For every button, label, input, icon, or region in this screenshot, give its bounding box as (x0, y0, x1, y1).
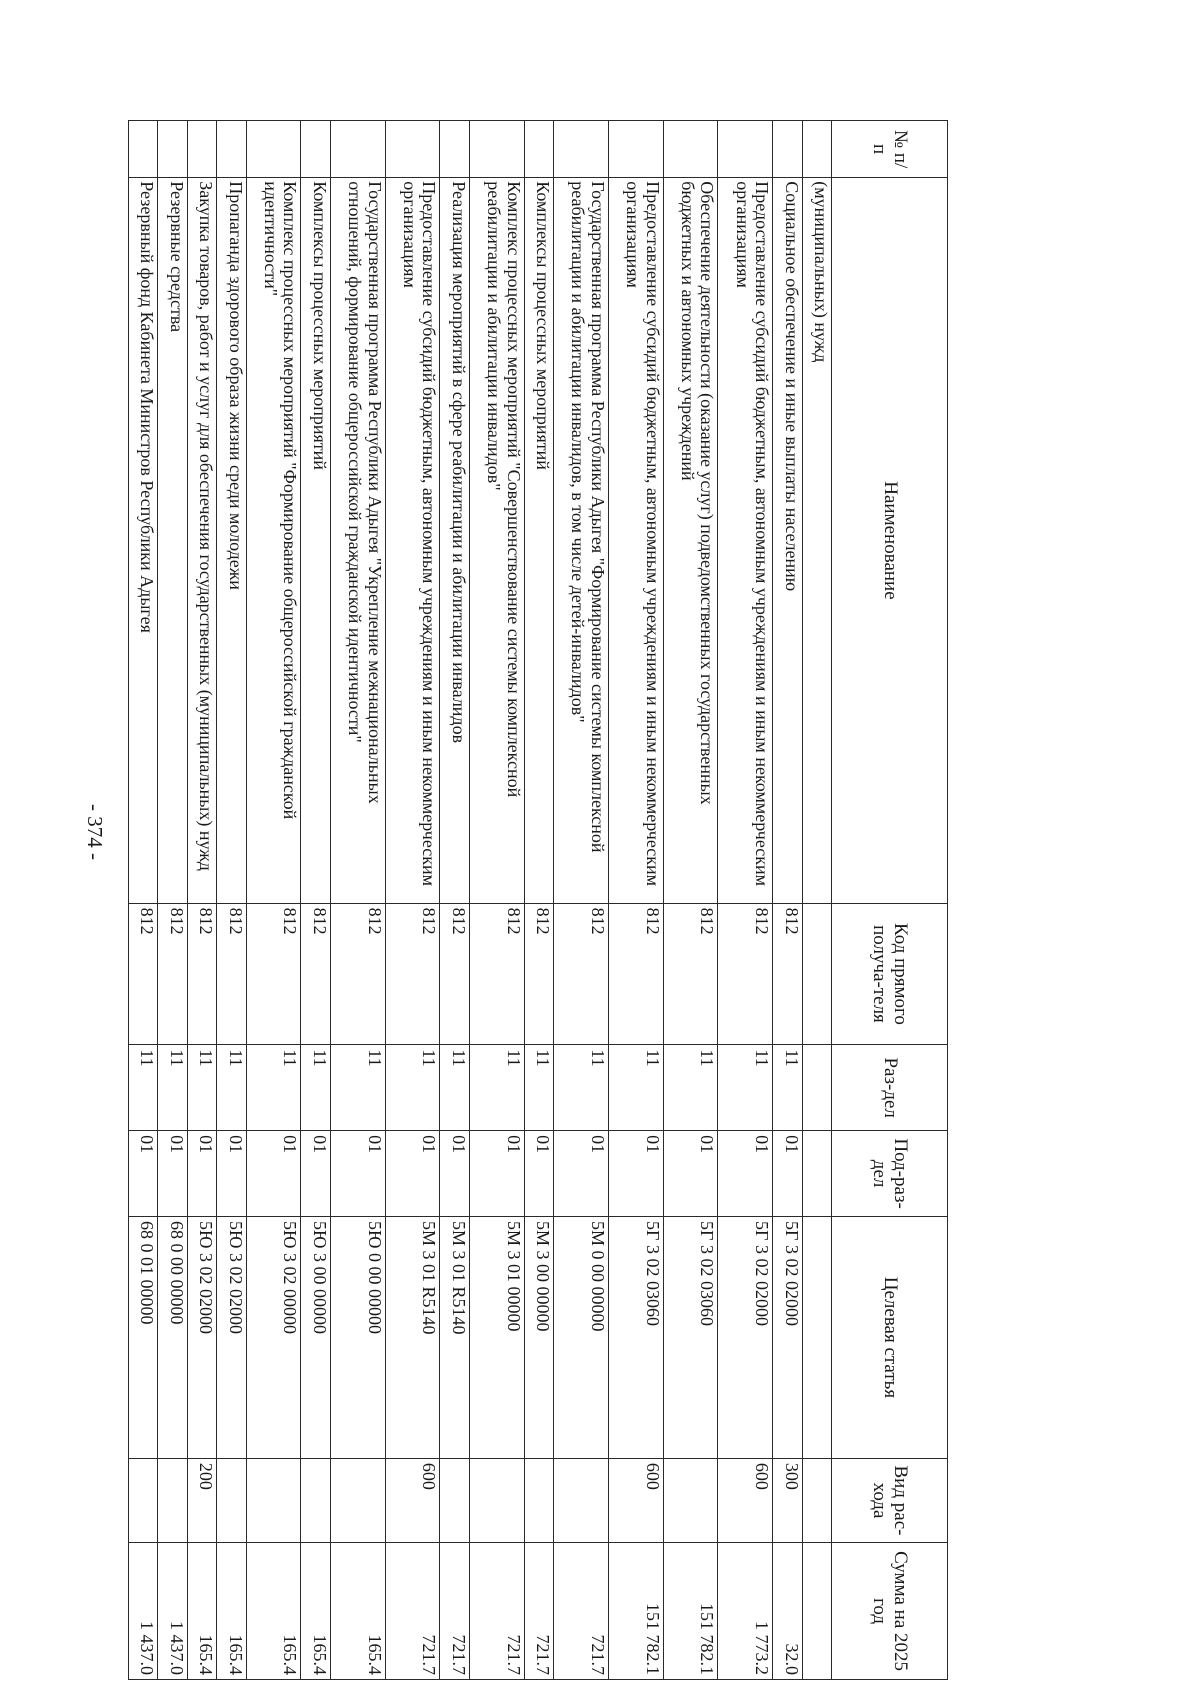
cell-podrazdel: 01 (385, 1131, 440, 1217)
cell-summa: 151 782.1 (608, 1543, 663, 1680)
table-row (524, 121, 553, 1680)
cell-podrazdel: 01 (718, 1131, 773, 1217)
header-razdel: Раз-дел (832, 1045, 948, 1131)
table-row (187, 121, 216, 1680)
cell-podrazdel: 01 (129, 1131, 159, 1217)
cell-num (663, 121, 718, 178)
cell-summa: 721.7 (524, 1543, 553, 1680)
table-row (773, 121, 802, 1680)
cell-razdel: 11 (469, 1045, 524, 1131)
cell-num (385, 121, 440, 178)
cell-razdel: 11 (129, 1045, 159, 1131)
cell-code: 812 (330, 903, 385, 1045)
table-row (469, 121, 524, 1680)
cell-celevaya: 5Ю 0 00 00000 (330, 1217, 385, 1459)
table-row (301, 121, 330, 1680)
table-row (158, 121, 187, 1680)
cell-summa: 1 773.2 (718, 1543, 773, 1680)
cell-name: Социальное обеспечение и иные выплаты населению (773, 178, 802, 903)
cell-name: Предоставление субсидий бюджетным, автономным учреждениям и иным некоммерческим организациям (718, 178, 773, 903)
cell-summa: 1 437.0 (158, 1543, 187, 1680)
table-row (440, 121, 469, 1680)
cell-podrazdel: 01 (246, 1131, 301, 1217)
table-row (663, 121, 718, 1680)
cell-celevaya: 5Ю 3 02 00000 (246, 1217, 301, 1459)
cell-name: Закупка товаров, работ и услуг для обеспечения государственных (муниципальных) нужд (187, 178, 216, 903)
cell-razdel: 11 (217, 1045, 246, 1131)
cell-code: 812 (246, 903, 301, 1045)
cell-celevaya: 5Г 3 02 02000 (718, 1217, 773, 1459)
cell-celevaya: 68 0 01 00000 (129, 1217, 159, 1459)
cell-name: Резервные средства (158, 178, 187, 903)
cell-celevaya: 68 0 00 00000 (158, 1217, 187, 1459)
cell-code (802, 903, 831, 1045)
header-num: № п/п (832, 121, 948, 178)
cell-razdel: 11 (554, 1045, 609, 1131)
table-row (718, 121, 773, 1680)
cell-vid (217, 1458, 246, 1542)
cell-code: 812 (129, 903, 159, 1045)
cell-summa: 721.7 (385, 1543, 440, 1680)
cell-podrazdel: 01 (187, 1131, 216, 1217)
cell-celevaya: 5М 3 00 00000 (524, 1217, 553, 1459)
cell-podrazdel: 01 (217, 1131, 246, 1217)
cell-vid (301, 1458, 330, 1542)
cell-summa: 721.7 (440, 1543, 469, 1680)
table-body (129, 121, 832, 1680)
cell-vid: 600 (385, 1458, 440, 1542)
cell-vid: 600 (718, 1458, 773, 1542)
cell-vid (246, 1458, 301, 1542)
cell-summa: 165.4 (187, 1543, 216, 1680)
cell-name: (муниципальных) нужд (802, 178, 831, 903)
cell-code: 812 (301, 903, 330, 1045)
cell-name: Пропаганда здорового образа жизни среди молодежи (217, 178, 246, 903)
table-row (217, 121, 246, 1680)
table-row (554, 121, 609, 1680)
cell-summa: 165.4 (246, 1543, 301, 1680)
cell-celevaya: 5Г 3 02 03060 (608, 1217, 663, 1459)
cell-vid (802, 1458, 831, 1542)
cell-celevaya: 5Г 3 02 03060 (663, 1217, 718, 1459)
cell-celevaya: 5Ю 3 02 02000 (187, 1217, 216, 1459)
table-row (385, 121, 440, 1680)
cell-podrazdel: 01 (301, 1131, 330, 1217)
budget-table (128, 120, 948, 1680)
cell-summa (802, 1543, 831, 1680)
table-row (802, 121, 831, 1680)
cell-num (301, 121, 330, 178)
cell-razdel: 11 (440, 1045, 469, 1131)
cell-celevaya: 5М 0 00 00000 (554, 1217, 609, 1459)
header-name: Наименование (832, 178, 948, 903)
cell-podrazdel: 01 (554, 1131, 609, 1217)
cell-razdel: 11 (301, 1045, 330, 1131)
cell-summa: 151 782.1 (663, 1543, 718, 1680)
cell-name: Комплексы процессных мероприятий (524, 178, 553, 903)
cell-name: Резервный фонд Кабинета Министров Республики Адыгея (129, 178, 159, 903)
cell-name: Предоставление субсидий бюджетным, автономным учреждениям и иным некоммерческим организациям (608, 178, 663, 903)
cell-podrazdel: 01 (330, 1131, 385, 1217)
header-code: Код прямого получа-теля (832, 903, 948, 1045)
cell-num (802, 121, 831, 178)
cell-num (330, 121, 385, 178)
cell-vid: 300 (773, 1458, 802, 1542)
cell-name: Комплекс процессных мероприятий "Формирование общероссийской гражданской идентичности" (246, 178, 301, 903)
cell-num (246, 121, 301, 178)
cell-razdel: 11 (330, 1045, 385, 1131)
cell-code: 812 (608, 903, 663, 1045)
cell-name: Комплексы процессных мероприятий (301, 178, 330, 903)
cell-name: Реализация мероприятий в сфере реабилитации и абилитации инвалидов (440, 178, 469, 903)
cell-summa: 721.7 (554, 1543, 609, 1680)
cell-code: 812 (158, 903, 187, 1045)
cell-num (469, 121, 524, 178)
cell-razdel: 11 (158, 1045, 187, 1131)
cell-name: Государственная программа Республики Адыгея "Формирование системы комплексной реабилитации и абилитации инвалидов, в том числе детей-инвалидов" (554, 178, 609, 903)
header-podrazdel: Под-раз-дел (832, 1131, 948, 1217)
cell-vid: 600 (608, 1458, 663, 1542)
table-header-row (832, 121, 948, 1680)
cell-summa: 721.7 (469, 1543, 524, 1680)
cell-num (608, 121, 663, 178)
cell-celevaya: 5М 3 01 00000 (469, 1217, 524, 1459)
cell-celevaya: 5М 3 01 R5140 (385, 1217, 440, 1459)
cell-summa: 165.4 (217, 1543, 246, 1680)
cell-code: 812 (554, 903, 609, 1045)
cell-vid: 200 (187, 1458, 216, 1542)
cell-razdel: 11 (718, 1045, 773, 1131)
cell-celevaya (802, 1217, 831, 1459)
cell-vid (663, 1458, 718, 1542)
cell-name: Предоставление субсидий бюджетным, автономным учреждениям и иным некоммерческим организациям (385, 178, 440, 903)
cell-podrazdel: 01 (524, 1131, 553, 1217)
cell-num (440, 121, 469, 178)
cell-vid (158, 1458, 187, 1542)
cell-code: 812 (385, 903, 440, 1045)
cell-podrazdel: 01 (663, 1131, 718, 1217)
cell-razdel: 11 (246, 1045, 301, 1131)
cell-code: 812 (718, 903, 773, 1045)
cell-num (187, 121, 216, 178)
page-number: - 374 - (83, 804, 107, 860)
cell-num (129, 121, 159, 178)
cell-vid (440, 1458, 469, 1542)
cell-podrazdel: 01 (469, 1131, 524, 1217)
cell-podrazdel (802, 1131, 831, 1217)
cell-vid (330, 1458, 385, 1542)
cell-celevaya: 5Г 3 02 02000 (773, 1217, 802, 1459)
cell-celevaya: 5М 3 01 R5140 (440, 1217, 469, 1459)
table-row (330, 121, 385, 1680)
cell-vid (554, 1458, 609, 1542)
cell-name: Государственная программа Республики Адыгея "Укрепление межнациональных отношений, формирование общероссийской гражданской идентичности" (330, 178, 385, 903)
header-celevaya: Целевая статья (832, 1217, 948, 1459)
cell-code: 812 (663, 903, 718, 1045)
cell-podrazdel: 01 (773, 1131, 802, 1217)
cell-podrazdel: 01 (608, 1131, 663, 1217)
cell-razdel: 11 (773, 1045, 802, 1131)
cell-vid (524, 1458, 553, 1542)
cell-vid (469, 1458, 524, 1542)
budget-table-container (128, 120, 948, 1680)
cell-name: Обеспечение деятельности (оказание услуг) подведомственных государственных бюджетных и автономных учреждений (663, 178, 718, 903)
header-vid: Вид рас-хода (832, 1458, 948, 1542)
cell-celevaya: 5Ю 3 02 02000 (217, 1217, 246, 1459)
cell-name: Комплекс процессных мероприятий "Совершенствование системы комплексной реабилитации и абилитации инвалидов" (469, 178, 524, 903)
cell-num (554, 121, 609, 178)
cell-summa: 32.0 (773, 1543, 802, 1680)
header-summa: Сумма на 2025 год (832, 1543, 948, 1680)
cell-code: 812 (440, 903, 469, 1045)
cell-code: 812 (524, 903, 553, 1045)
cell-summa: 165.4 (330, 1543, 385, 1680)
cell-celevaya: 5Ю 3 00 00000 (301, 1217, 330, 1459)
cell-vid (129, 1458, 159, 1542)
cell-code: 812 (469, 903, 524, 1045)
table-row (129, 121, 159, 1680)
cell-num (158, 121, 187, 178)
cell-code: 812 (773, 903, 802, 1045)
table-row (608, 121, 663, 1680)
cell-razdel: 11 (385, 1045, 440, 1131)
table-row (246, 121, 301, 1680)
cell-razdel (802, 1045, 831, 1131)
cell-code: 812 (187, 903, 216, 1045)
cell-num (524, 121, 553, 178)
cell-num (718, 121, 773, 178)
cell-razdel: 11 (524, 1045, 553, 1131)
cell-razdel: 11 (663, 1045, 718, 1131)
cell-code: 812 (217, 903, 246, 1045)
cell-podrazdel: 01 (158, 1131, 187, 1217)
cell-summa: 165.4 (301, 1543, 330, 1680)
cell-razdel: 11 (608, 1045, 663, 1131)
cell-num (773, 121, 802, 178)
cell-summa: 1 437.0 (129, 1543, 159, 1680)
cell-podrazdel: 01 (440, 1131, 469, 1217)
cell-num (217, 121, 246, 178)
cell-razdel: 11 (187, 1045, 216, 1131)
